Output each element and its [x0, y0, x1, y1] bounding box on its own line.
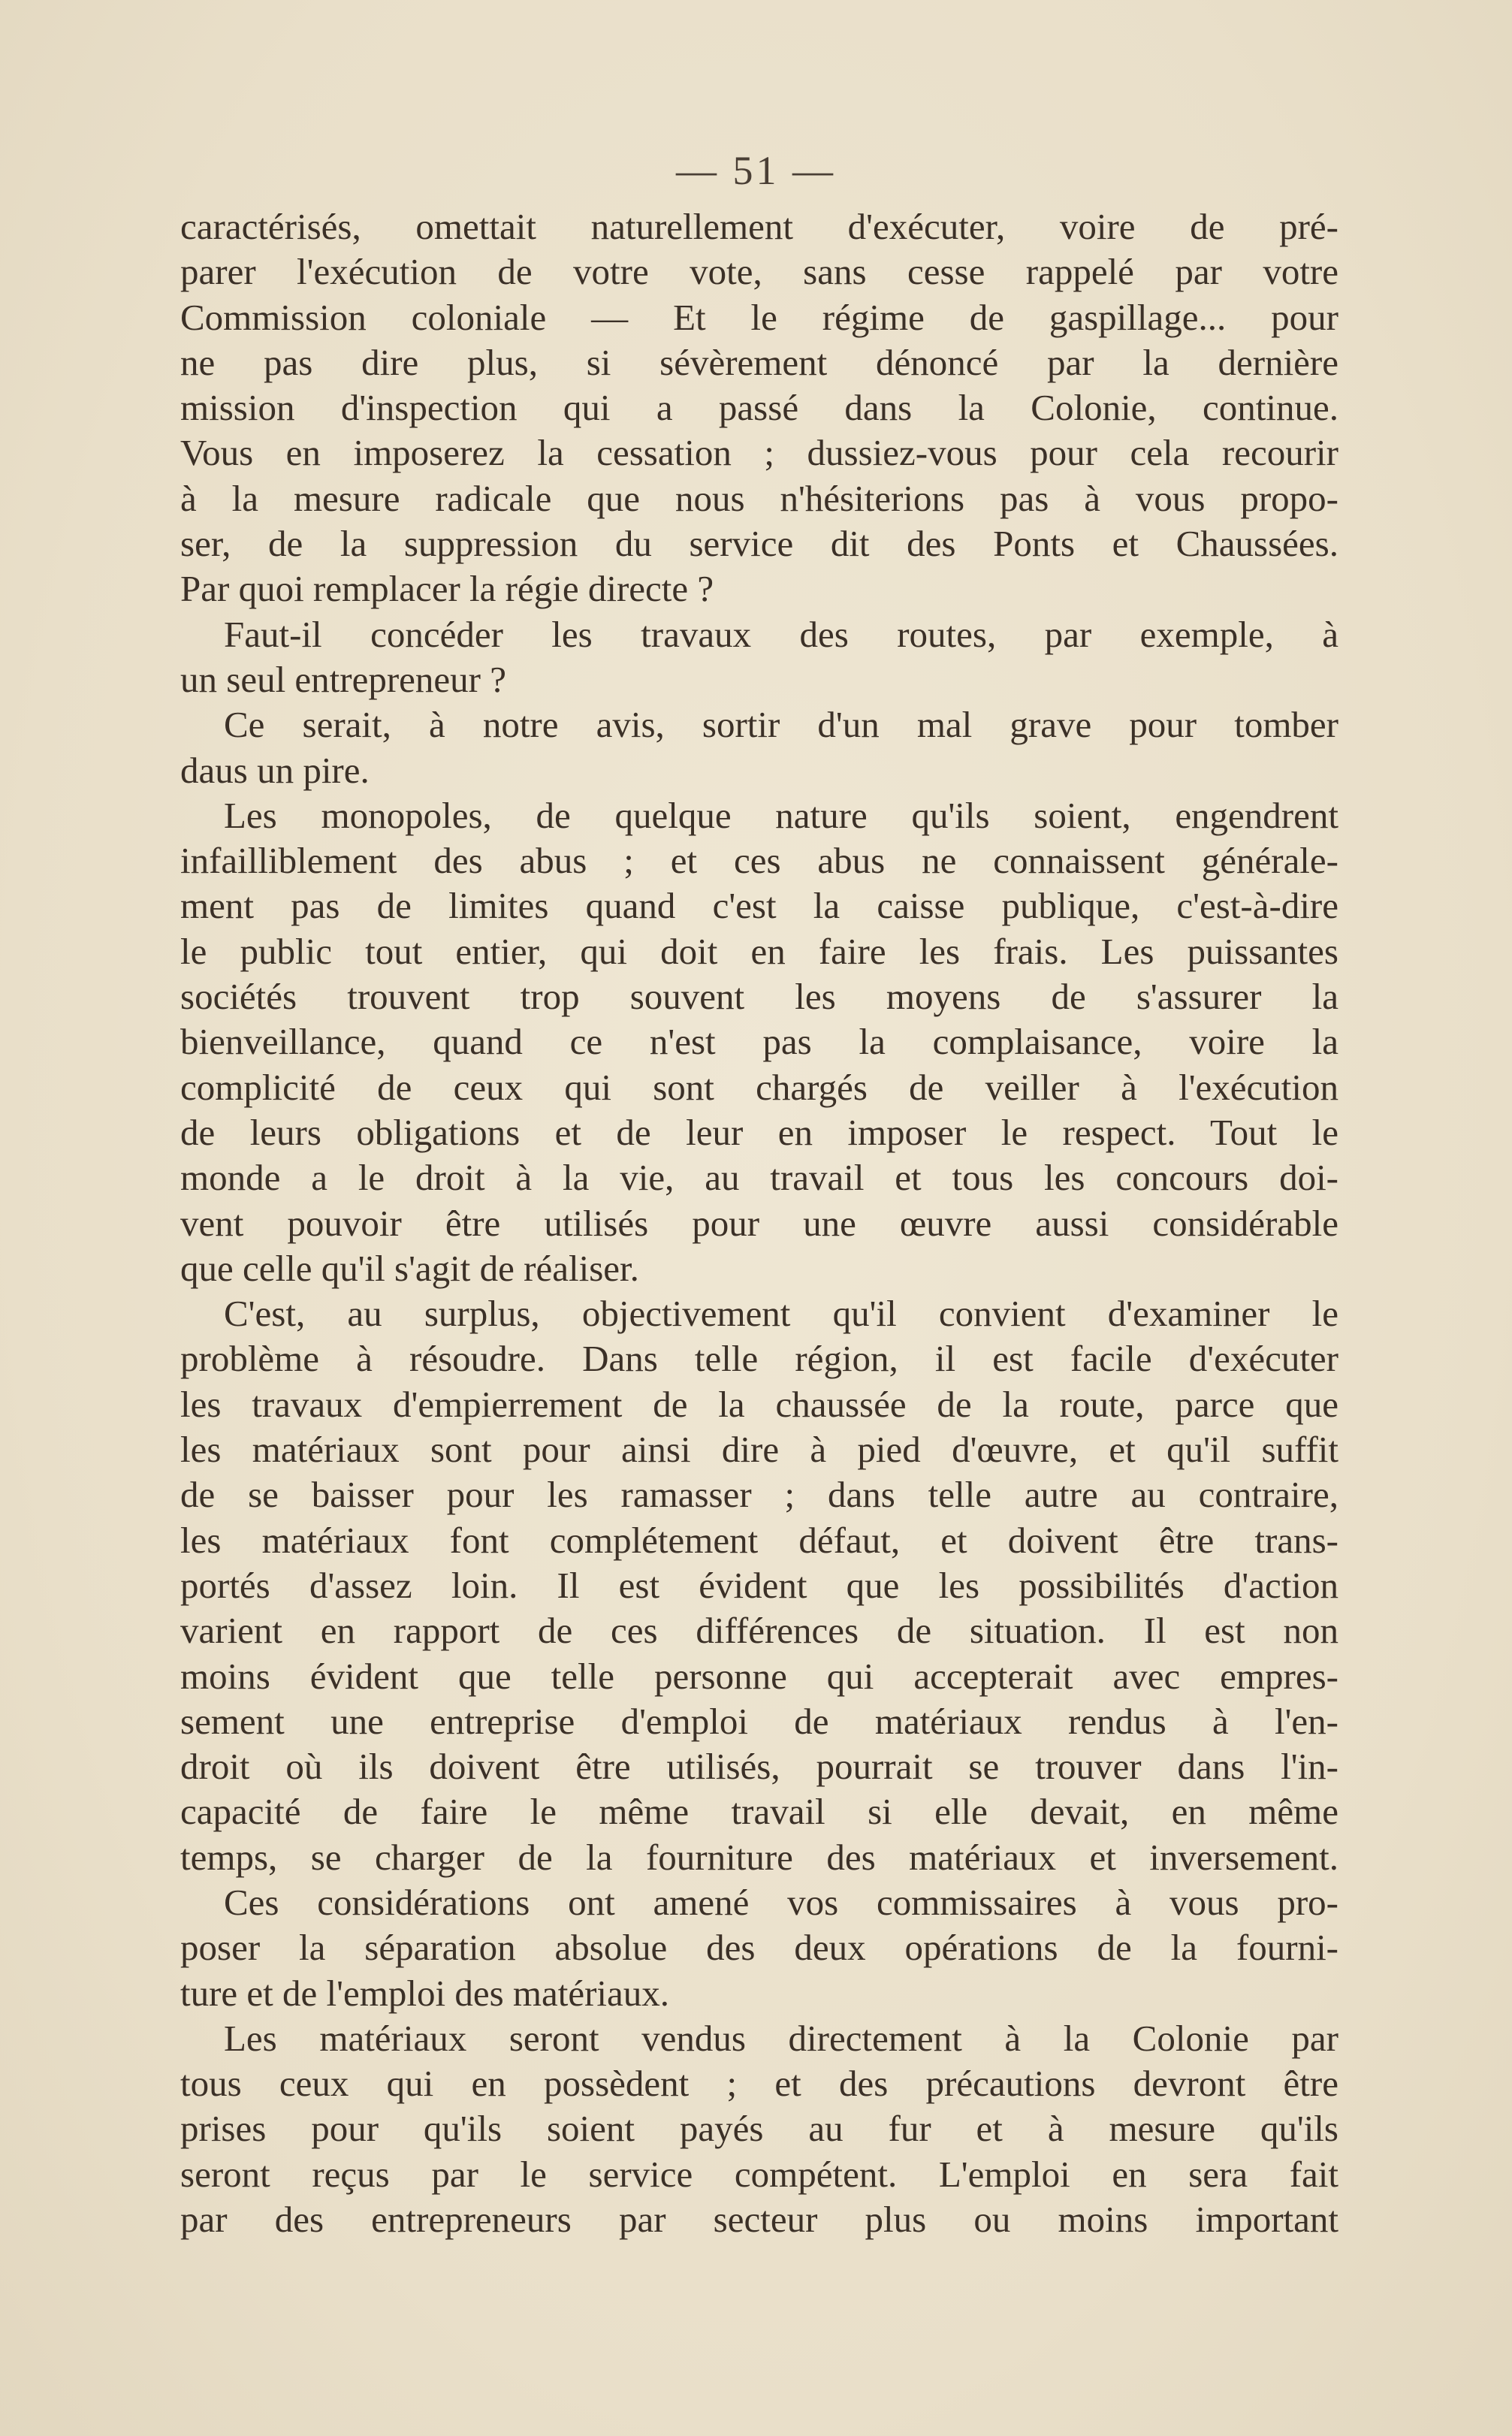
body-text [180, 204, 1338, 2242]
page-number: — 51 — [676, 148, 836, 193]
text-line: le public tout entier, qui doit en faire les frais. Les puissantes [180, 930, 1338, 972]
text-line: ser, de la suppression du service dit des Ponts et Chaussées. [180, 523, 1338, 565]
paragraph [180, 204, 1338, 612]
text-line: de se baisser pour les ramasser ; dans telle autre au contraire, [180, 1474, 1338, 1516]
text-line: monde a le droit à la vie, au travail et tous les concours doi- [180, 1157, 1338, 1199]
text-line: un seul entrepreneur ? [180, 658, 506, 700]
text-line: Les monopoles, de quelque nature qu'ils soient, engendrent [224, 794, 1338, 836]
text-line: Par quoi remplacer la régie directe ? [180, 568, 714, 610]
text-line: les matériaux font complétement défaut, et doivent être trans- [180, 1519, 1338, 1561]
text-line: Ce serait, à notre avis, sortir d'un mal grave pour tomber [224, 704, 1338, 746]
text-line: de leurs obligations et de leur en imposer le respect. Tout le [180, 1111, 1338, 1153]
paragraph [180, 793, 1338, 1291]
text-line: moins évident que telle personne qui accepterait avec empres- [180, 1655, 1338, 1697]
text-line: C'est, au surplus, objectivement qu'il convient d'examiner le [224, 1293, 1338, 1335]
text-line: Ces considérations ont amené vos commissaires à vous pro- [224, 1881, 1338, 1923]
text-line: temps, se charger de la fourniture des matériaux et inversement. [180, 1836, 1338, 1878]
text-line: prises pour qu'ils soient payés au fur et à mesure qu'ils [180, 2108, 1338, 2150]
text-line: Vous en imposerez la cessation ; dussiez-vous pour cela recourir [180, 432, 1338, 474]
text-line: à la mesure radicale que nous n'hésiterions pas à vous propo- [180, 477, 1338, 519]
text-line: poser la séparation absolue des deux opérations de la fourni- [180, 1927, 1338, 1969]
text-line: tous ceux qui en possèdent ; et des précautions devront être [180, 2063, 1338, 2105]
text-line: bienveillance, quand ce n'est pas la complaisance, voire la [180, 1021, 1338, 1063]
text-line: les matériaux sont pour ainsi dire à pied d'œuvre, et qu'il suffit [180, 1429, 1338, 1471]
paragraph [180, 1880, 1338, 2016]
paragraph [180, 702, 1338, 793]
text-line: seront reçus par le service compétent. L'emploi en sera fait [180, 2153, 1338, 2195]
text-line: Commission coloniale — Et le régime de gaspillage... pour [180, 296, 1338, 338]
text-line: caractérisés, omettait naturellement d'exécuter, voire de pré- [180, 206, 1338, 247]
text-line: ture et de l'emploi des matériaux. [180, 1972, 670, 2014]
text-line: par des entrepreneurs par secteur plus ou moins important [180, 2199, 1338, 2241]
text-line: daus un pire. [180, 749, 370, 791]
text-line: sement une entreprise d'emploi de matériaux rendus à l'en- [180, 1700, 1338, 1742]
text-line: ne pas dire plus, si sévèrement dénoncé par la dernière [180, 341, 1338, 383]
text-line: les travaux d'empierrement de la chaussée de la route, parce que [180, 1383, 1338, 1425]
text-line: sociétés trouvent trop souvent les moyens de s'assurer la [180, 976, 1338, 1018]
text-line: ment pas de limites quand c'est la caisse publique, c'est-à-dire [180, 885, 1338, 927]
paragraph [180, 612, 1338, 703]
text-line: problème à résoudre. Dans telle région, il est facile d'exécuter [180, 1338, 1338, 1380]
text-line: complicité de ceux qui sont chargés de veiller à l'exécution [180, 1066, 1338, 1108]
text-line: vent pouvoir être utilisés pour une œuvre aussi considérable [180, 1202, 1338, 1244]
text-line: mission d'inspection qui a passé dans la Colonie, continue. [180, 387, 1338, 429]
text-line: infailliblement des abus ; et ces abus ne connaissent générale- [180, 840, 1338, 882]
text-line: capacité de faire le même travail si elle devait, en même [180, 1791, 1338, 1833]
text-line: portés d'assez loin. Il est évident que les possibilités d'action [180, 1564, 1338, 1606]
text-line: que celle qu'il s'agit de réaliser. [180, 1247, 639, 1289]
paragraph [180, 2016, 1338, 2242]
text-line: Les matériaux seront vendus directement à la Colonie par [224, 2017, 1338, 2059]
text-line: parer l'exécution de votre vote, sans cesse rappelé par votre [180, 251, 1338, 293]
text-line: varient en rapport de ces différences de situation. Il est non [180, 1610, 1338, 1652]
text-line: Faut-il concéder les travaux des routes, par exemple, à [224, 613, 1338, 655]
text-line: droit où ils doivent être utilisés, pourrait se trouver dans l'in- [180, 1746, 1338, 1788]
paragraph [180, 1291, 1338, 1880]
